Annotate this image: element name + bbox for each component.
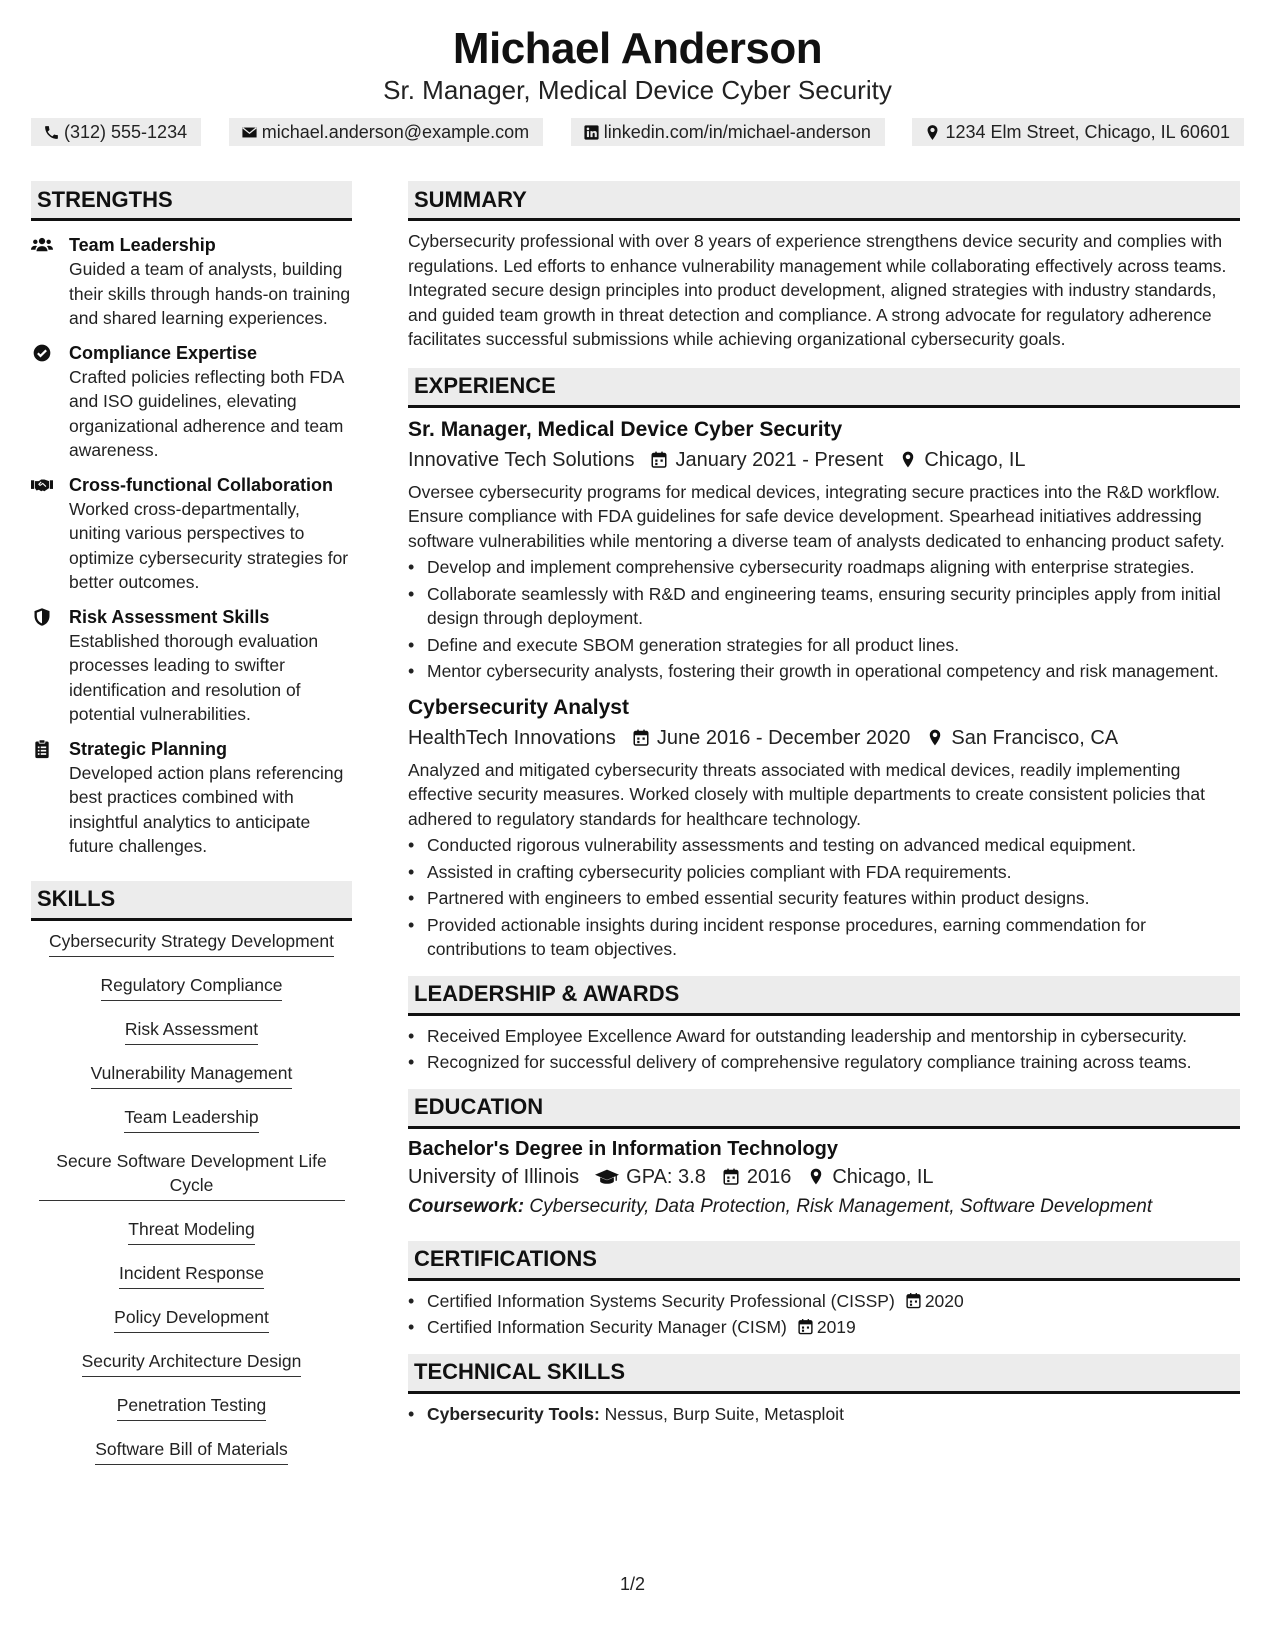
coursework-text: Cybersecurity, Data Protection, Risk Management, Software Development — [529, 1195, 1153, 1217]
list-item: • Recognized for successful delivery of comprehensive regulatory compliance training across teams. — [408, 1050, 1240, 1075]
list-item: • Partnered with engineers to embed essential security features within product designs. — [408, 886, 1240, 911]
contact-linkedin[interactable] — [571, 118, 885, 146]
skill-item: Cybersecurity Strategy Development — [49, 929, 334, 957]
list-item: • Define and execute SBOM generation strategies for all product lines. — [408, 633, 1240, 658]
tech-skill-value: Nessus, Burp Suite, Metasploit — [604, 1403, 844, 1424]
linkedin-icon — [583, 124, 600, 141]
graduation-year: 2016 — [746, 1165, 792, 1188]
strengths-list — [31, 233, 352, 859]
company-name: HealthTech Innovations — [408, 726, 616, 749]
school-location: Chicago, IL — [832, 1165, 934, 1188]
job-location: San Francisco, CA — [951, 726, 1119, 749]
map-pin-icon — [899, 450, 917, 469]
strength-title: Cross-functional Collaboration — [69, 474, 334, 495]
skill-item: Regulatory Compliance — [101, 973, 283, 1001]
list-item: • Develop and implement comprehensive cybersecurity roadmaps aligning with enterprise strategies. — [408, 555, 1240, 580]
strength-item — [31, 605, 352, 727]
list-item — [408, 1402, 1240, 1427]
list-item: • Provided actionable insights during incident response procedures, earning commendation for contributions to team objectives. — [408, 913, 1240, 962]
calendar-icon — [632, 728, 650, 747]
users-icon — [31, 235, 53, 255]
strengths-heading: STRENGTHS — [31, 181, 352, 221]
education-meta — [408, 1163, 1240, 1191]
education-heading: EDUCATION — [408, 1089, 1240, 1129]
certifications-heading: CERTIFICATIONS — [408, 1241, 1240, 1281]
address-text: 1234 Elm Street, Chicago, IL 60601 — [945, 121, 1230, 142]
skill-item: Threat Modeling — [128, 1217, 254, 1245]
calendar-icon — [722, 1167, 740, 1186]
strength-title: Risk Assessment Skills — [69, 606, 270, 627]
gpa: GPA: 3.8 — [626, 1165, 706, 1188]
page-number: 1/2 — [620, 1574, 646, 1594]
shield-icon — [31, 607, 53, 627]
coursework — [408, 1193, 1240, 1221]
handshake-icon — [31, 475, 53, 495]
calendar-icon — [650, 450, 668, 469]
candidate-title: Sr. Manager, Medical Device Cyber Security — [383, 75, 892, 105]
skill-item: Software Bill of Materials — [95, 1437, 288, 1465]
right-column — [408, 181, 1240, 1428]
clipboard-list-icon — [31, 739, 53, 759]
strength-desc: Worked cross-departmentally, uniting various perspectives to optimize cybersecurity strategies for better outcomes. — [69, 498, 349, 592]
job-entry — [408, 416, 1240, 684]
coursework-label: Coursework: — [408, 1195, 525, 1217]
contact-address — [912, 118, 1244, 146]
summary-text: Cybersecurity professional with over 8 years of experience strengthens device security and complies with regulations. Led efforts to enhance vulnerability management while collaborating effectively across teams. Integrated secure design principles into product development, aligned strategies with industry standards, and guided team growth in threat detection and compliance. A strong advocate for regulatory adherence facilitates successful submissions while achieving organizational cybersecurity goals. — [408, 231, 1227, 349]
skill-item: Vulnerability Management — [91, 1061, 293, 1089]
job-title: Cybersecurity Analyst — [408, 695, 629, 719]
strength-item — [31, 233, 352, 331]
school-name: University of Illinois — [408, 1165, 580, 1188]
strength-item — [31, 737, 352, 859]
skill-item: Policy Development — [114, 1305, 269, 1333]
cert-name: Certified Information Systems Security Professional (CISSP) — [427, 1290, 895, 1311]
map-pin-icon — [807, 1167, 825, 1186]
left-column — [31, 181, 352, 1481]
skill-item: Penetration Testing — [117, 1393, 267, 1421]
job-meta — [408, 446, 1240, 474]
phone-icon — [43, 124, 60, 141]
strength-desc: Established thorough evaluation processes leading to swifter identification and resolution of potential vulnerabilities. — [69, 630, 319, 724]
job-title: Sr. Manager, Medical Device Cyber Security — [408, 417, 843, 441]
linkedin-link[interactable]: linkedin.com/in/michael-anderson — [603, 121, 871, 142]
strength-item — [31, 341, 352, 463]
job-bullets — [408, 833, 1240, 962]
phone-text: (312) 555-1234 — [64, 121, 188, 142]
skill-item: Incident Response — [119, 1261, 264, 1289]
map-pin-icon — [926, 728, 944, 747]
cert-year: 2019 — [816, 1317, 856, 1337]
email-link[interactable]: michael.anderson@example.com — [261, 121, 530, 142]
degree-name: Bachelor's Degree in Information Technology — [408, 1137, 839, 1160]
strength-title: Compliance Expertise — [69, 342, 258, 363]
education-entry — [408, 1135, 1240, 1221]
skill-item: Security Architecture Design — [82, 1349, 302, 1377]
summary-heading: SUMMARY — [408, 181, 1240, 221]
certifications-list — [408, 1289, 1240, 1340]
experience-heading: EXPERIENCE — [408, 368, 1240, 408]
skill-item: Risk Assessment — [125, 1017, 258, 1045]
calendar-icon — [905, 1292, 922, 1309]
list-item — [408, 1289, 1240, 1314]
list-item — [408, 1315, 1240, 1340]
strength-desc: Developed action plans referencing best practices combined with insightful analytics to anticipate future challenges. — [69, 762, 344, 856]
contact-phone — [31, 118, 201, 146]
resume-header — [0, 0, 1275, 106]
tech-skill-label: Cybersecurity Tools: — [427, 1403, 600, 1424]
list-item: • Mentor cybersecurity analysts, fostering their growth in operational competency and risk management. — [408, 659, 1240, 684]
list-item: • Assisted in crafting cybersecurity policies compliant with FDA requirements. — [408, 860, 1240, 885]
technical-skills-heading: TECHNICAL SKILLS — [408, 1354, 1240, 1394]
candidate-name: Michael Anderson — [452, 24, 823, 73]
envelope-icon — [241, 124, 258, 141]
check-circle-icon — [31, 343, 53, 363]
job-bullets — [408, 555, 1240, 684]
strength-desc: Crafted policies reflecting both FDA and ISO guidelines, elevating organizational adherence and team awareness. — [69, 366, 344, 460]
job-location: Chicago, IL — [924, 448, 1026, 471]
contact-email[interactable] — [229, 118, 543, 146]
awards-list — [408, 1024, 1240, 1075]
strength-title: Strategic Planning — [69, 738, 228, 759]
job-description: Analyzed and mitigated cybersecurity threats associated with medical devices, readily implementing effective security measures. Worked closely with multiple departments to create consistent policies that adhered to regulatory standards for healthcare technology. — [408, 759, 1205, 829]
skill-item: Secure Software Development Life Cycle — [39, 1149, 345, 1201]
list-item: • Conducted rigorous vulnerability assessments and testing on advanced medical equipment. — [408, 833, 1240, 858]
skill-item: Team Leadership — [124, 1105, 258, 1133]
job-meta — [408, 724, 1240, 752]
job-entry — [408, 694, 1240, 962]
strength-title: Team Leadership — [69, 235, 216, 255]
graduation-cap-icon — [595, 1167, 619, 1186]
awards-heading: LEADERSHIP & AWARDS — [408, 976, 1240, 1016]
skills-heading: SKILLS — [31, 881, 352, 921]
map-pin-icon — [924, 124, 941, 141]
company-name: Innovative Tech Solutions — [408, 448, 635, 471]
list-item: • Collaborate seamlessly with R&D and engineering teams, ensuring security principles apply from initial design through deployment. — [408, 582, 1240, 631]
job-description: Oversee cybersecurity programs for medical devices, integrating secure practices into the R&D workflow. Ensure compliance with FDA guidelines for safe device development. Spearhead initiatives addressing software vulnerabilities while mentoring a diverse team of analysts dedicated to enhancing product safety. — [408, 481, 1225, 551]
calendar-icon — [797, 1318, 814, 1335]
list-item: • Received Employee Excellence Award for outstanding leadership and mentorship in cybersecurity. — [408, 1024, 1240, 1049]
cert-name: Certified Information Security Manager (CISM) — [427, 1317, 787, 1337]
strength-desc: Guided a team of analysts, building their skills through hands-on training and shared learning experiences. — [69, 259, 351, 328]
cert-year: 2020 — [924, 1290, 964, 1311]
skills-list — [31, 929, 352, 1481]
strength-item — [31, 473, 352, 595]
job-dates: June 2016 - December 2020 — [656, 726, 911, 749]
technical-skills-list — [408, 1402, 1240, 1427]
job-dates: January 2021 - Present — [675, 448, 884, 471]
contact-bar — [31, 118, 1244, 146]
